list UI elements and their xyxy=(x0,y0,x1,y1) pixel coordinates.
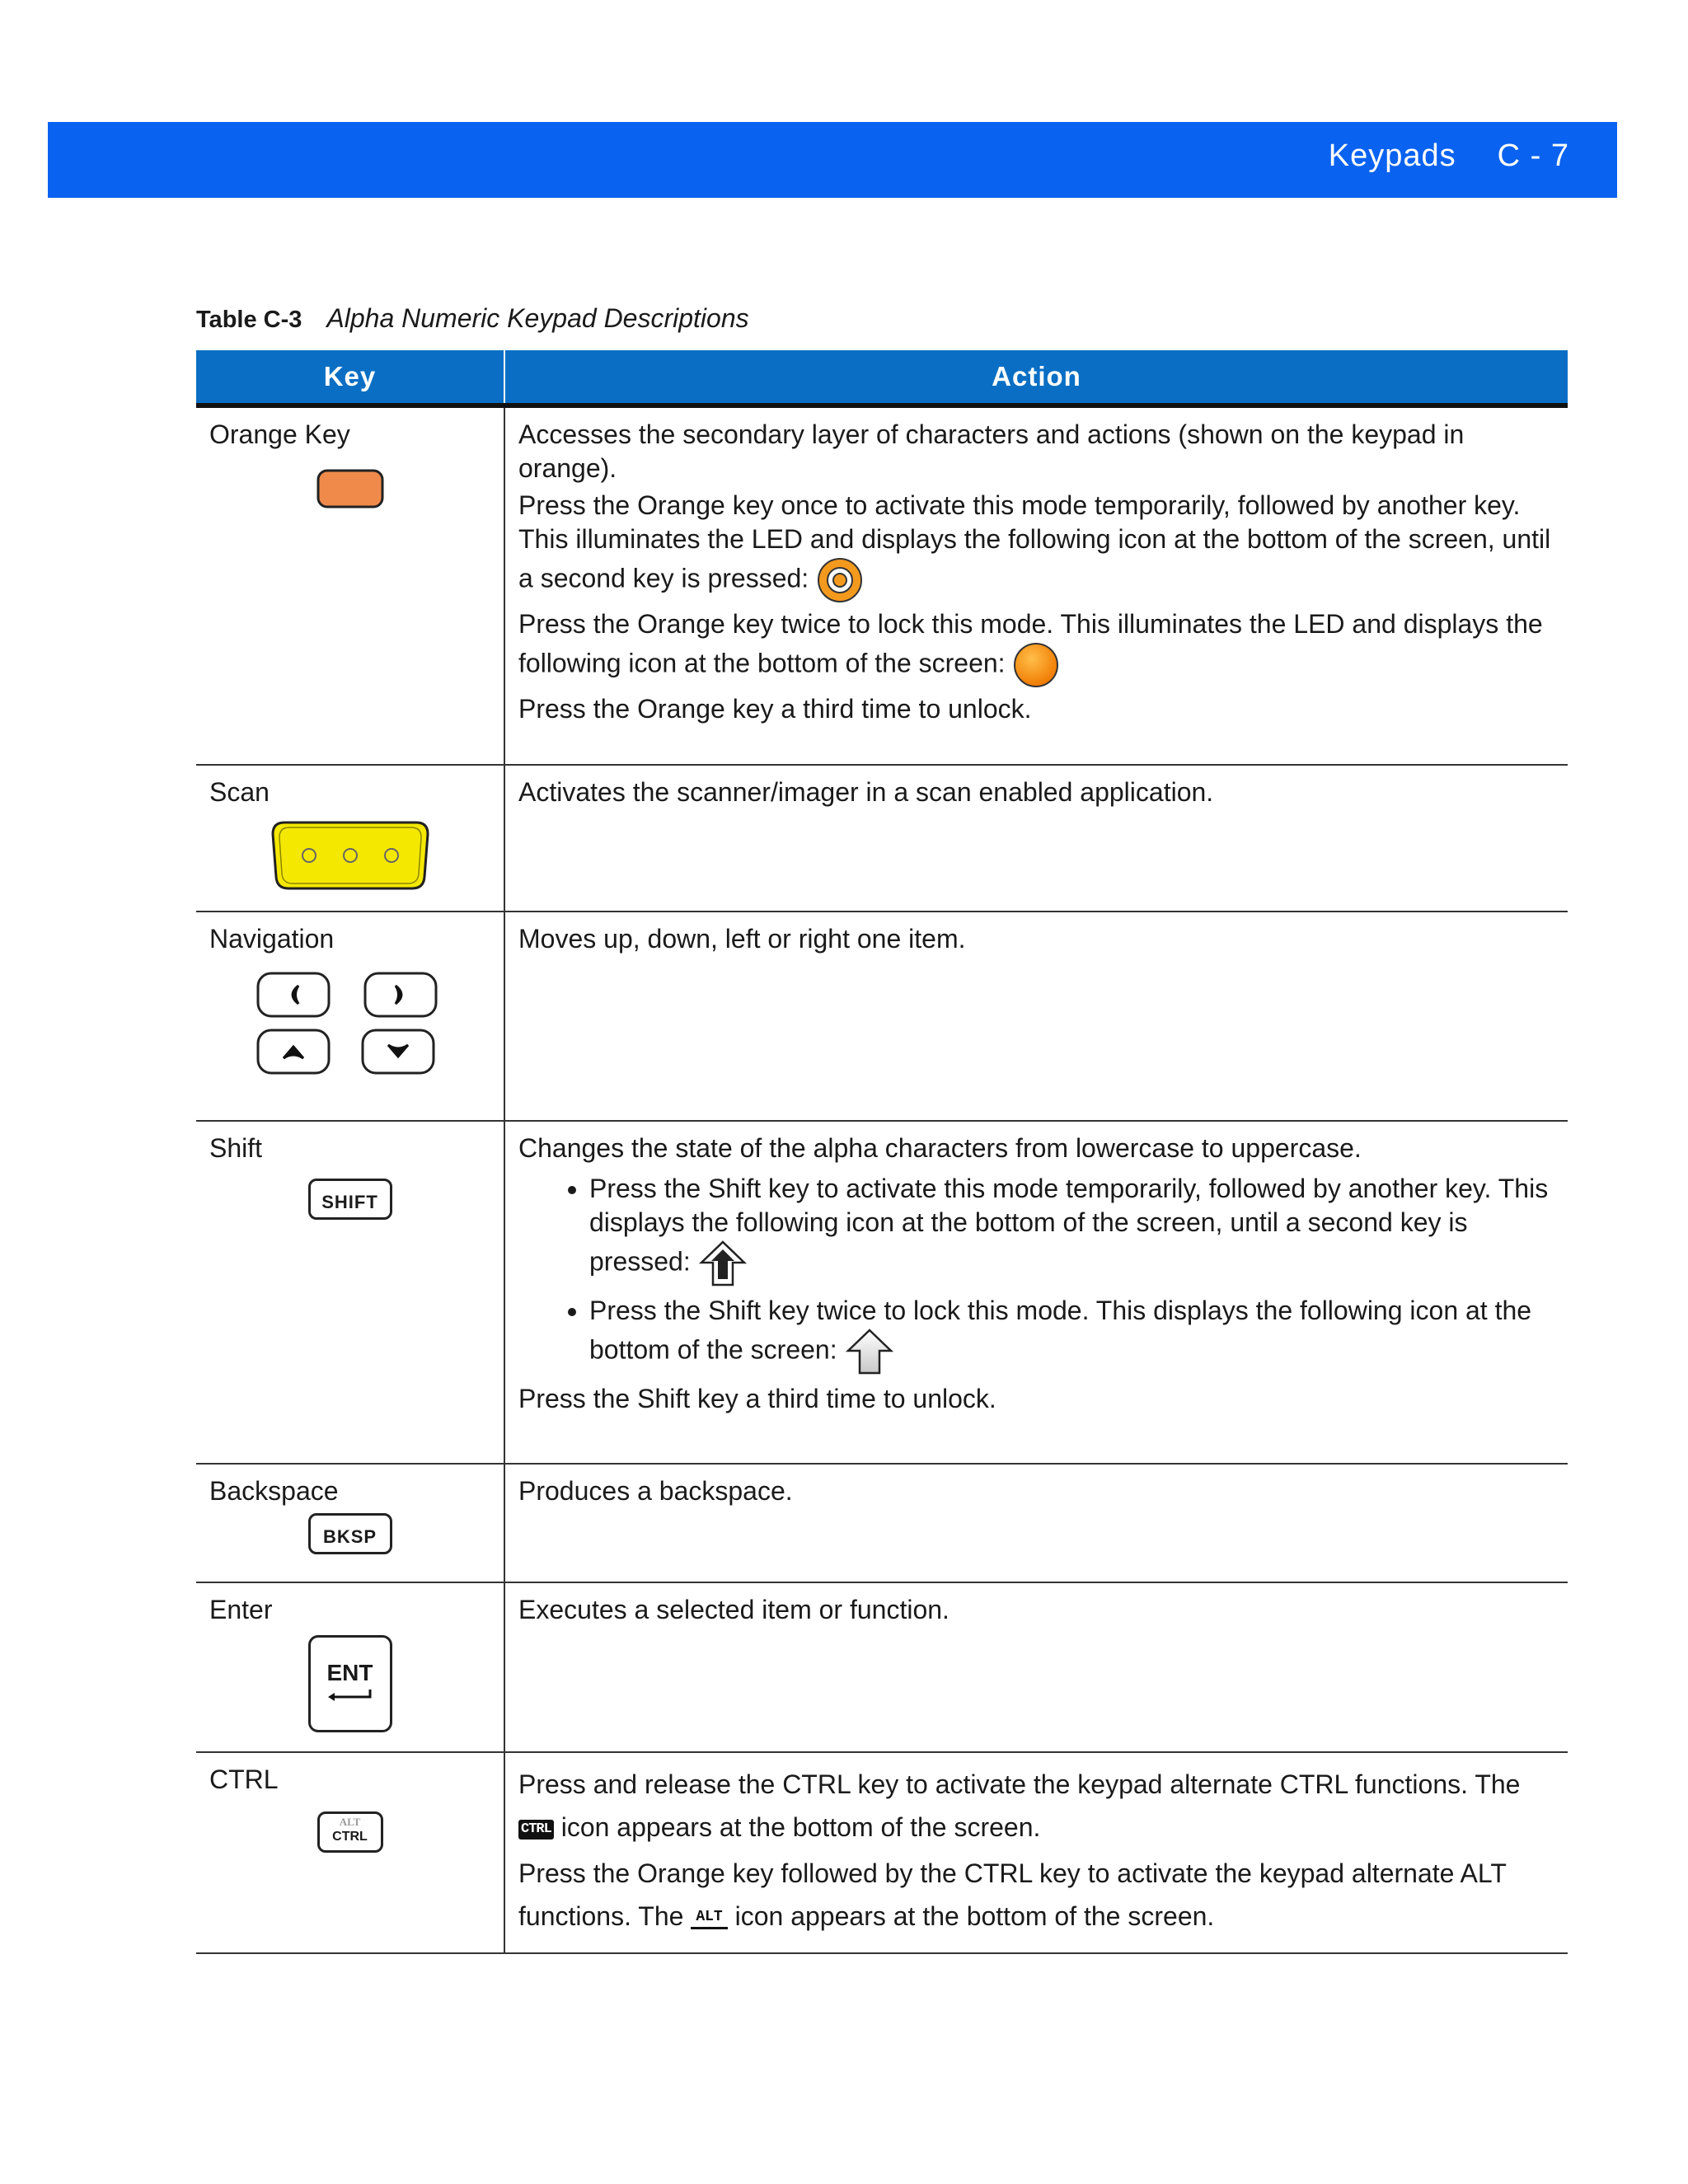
key-cell xyxy=(196,1121,504,1464)
action-text: Press the Orange key followed by the CTRL key to activate the keypad alternate ALT functions. The xyxy=(518,1858,1507,1931)
action-text: Produces a backspace. xyxy=(518,1476,793,1506)
enter-key-icon xyxy=(308,1635,392,1732)
key-name: Orange Key xyxy=(209,419,350,449)
table-row-ctrl xyxy=(196,1752,1568,1953)
page-number: C - 7 xyxy=(1497,138,1569,173)
table-row-backspace xyxy=(196,1464,1568,1582)
action-cell xyxy=(504,1752,1568,1953)
key-cell xyxy=(196,1582,504,1752)
key-cell xyxy=(196,1752,504,1953)
action-cell xyxy=(504,1464,1568,1582)
table-caption xyxy=(196,303,749,334)
action-cell xyxy=(504,1121,1568,1464)
action-text: Press the Shift key to activate this mode temporarily, followed by another key. This displays the following icon at the bottom of the screen, until a second key is pressed: xyxy=(589,1174,1549,1277)
alt-mode-icon: ALT xyxy=(691,1907,727,1929)
backspace-key-label: BKSP xyxy=(322,1526,377,1547)
key-name: CTRL xyxy=(209,1765,279,1794)
table-row-scan xyxy=(196,765,1568,912)
key-cell xyxy=(196,912,504,1121)
list-item xyxy=(589,1172,1554,1287)
key-cell xyxy=(196,405,504,765)
orange-key-icon xyxy=(316,468,385,509)
action-text: Press the Orange key a third time to unlock. xyxy=(518,694,1032,724)
table-row-orange-key xyxy=(196,405,1568,765)
action-text: Press the Orange key twice to lock this mode. This illuminates the LED and displays the following icon at the bottom of the screen: xyxy=(518,609,1543,678)
key-name: Shift xyxy=(209,1133,263,1163)
shift-temporary-arrow-icon xyxy=(698,1240,748,1287)
action-text: icon appears at the bottom of the screen. xyxy=(734,1901,1215,1931)
key-name: Enter xyxy=(209,1595,273,1624)
action-text: Activates the scanner/imager in a scan enabled application. xyxy=(518,777,1214,807)
enter-key-label: ENT xyxy=(326,1660,373,1685)
shift-locked-arrow-icon xyxy=(845,1328,894,1376)
action-cell xyxy=(504,912,1568,1121)
action-text: Moves up, down, left or right one item. xyxy=(518,924,966,954)
key-name: Navigation xyxy=(209,924,335,954)
shift-bullet-list xyxy=(518,1172,1554,1376)
running-header xyxy=(1329,138,1569,174)
page-header-band xyxy=(48,122,1617,198)
navigation-keys-icon xyxy=(256,971,445,1078)
action-cell xyxy=(504,1582,1568,1752)
table-title: Alpha Numeric Keypad Descriptions xyxy=(326,303,749,333)
orange-locked-mode-icon xyxy=(1012,641,1060,689)
key-cell xyxy=(196,765,504,912)
keypad-descriptions-table xyxy=(196,350,1568,1954)
table-header-row xyxy=(196,350,1568,405)
action-text: Press the Shift key twice to lock this mode. This displays the following icon at the bottom of the screen: xyxy=(589,1296,1532,1365)
action-text: Accesses the secondary layer of characters and actions (shown on the keypad in orange). xyxy=(518,419,1465,483)
list-item xyxy=(589,1294,1554,1376)
orange-temporary-mode-icon xyxy=(816,556,864,604)
action-text: icon appears at the bottom of the screen. xyxy=(560,1812,1041,1842)
ctrl-key-label: CTRL xyxy=(332,1830,368,1844)
action-text: Press the Shift key a third time to unlock. xyxy=(518,1384,996,1413)
return-arrow-icon xyxy=(327,1689,373,1702)
action-cell xyxy=(504,765,1568,912)
table-row-navigation xyxy=(196,912,1568,1121)
ctrl-mode-icon: CTRL xyxy=(518,1820,554,1840)
key-cell xyxy=(196,1464,504,1582)
scan-key-icon xyxy=(268,818,433,893)
table-row-enter xyxy=(196,1582,1568,1752)
shift-key-icon xyxy=(308,1179,392,1220)
action-text: Executes a selected item or function. xyxy=(518,1595,950,1624)
table-number: Table C-3 xyxy=(196,307,302,333)
section-name: Keypads xyxy=(1328,138,1456,173)
action-text: Press the Orange key once to activate this mode temporarily, followed by another key. This illuminates the LED and displays the following icon at the bottom of the screen, until a second key is pressed: xyxy=(518,490,1551,593)
shift-key-label: SHIFT xyxy=(321,1192,378,1212)
action-cell xyxy=(504,405,1568,765)
backspace-key-icon xyxy=(308,1513,392,1554)
action-text: Press and release the CTRL key to activate the keypad alternate CTRL functions. The xyxy=(518,1769,1521,1799)
table-row-shift xyxy=(196,1121,1568,1464)
column-header-action: Action xyxy=(504,350,1568,405)
action-text: Changes the state of the alpha characters from lowercase to uppercase. xyxy=(518,1133,1362,1163)
key-name: Backspace xyxy=(209,1476,339,1506)
ctrl-key-icon xyxy=(317,1811,383,1853)
key-name: Scan xyxy=(209,777,270,807)
alt-key-label: ALT xyxy=(339,1816,361,1828)
column-header-key: Key xyxy=(196,350,504,405)
